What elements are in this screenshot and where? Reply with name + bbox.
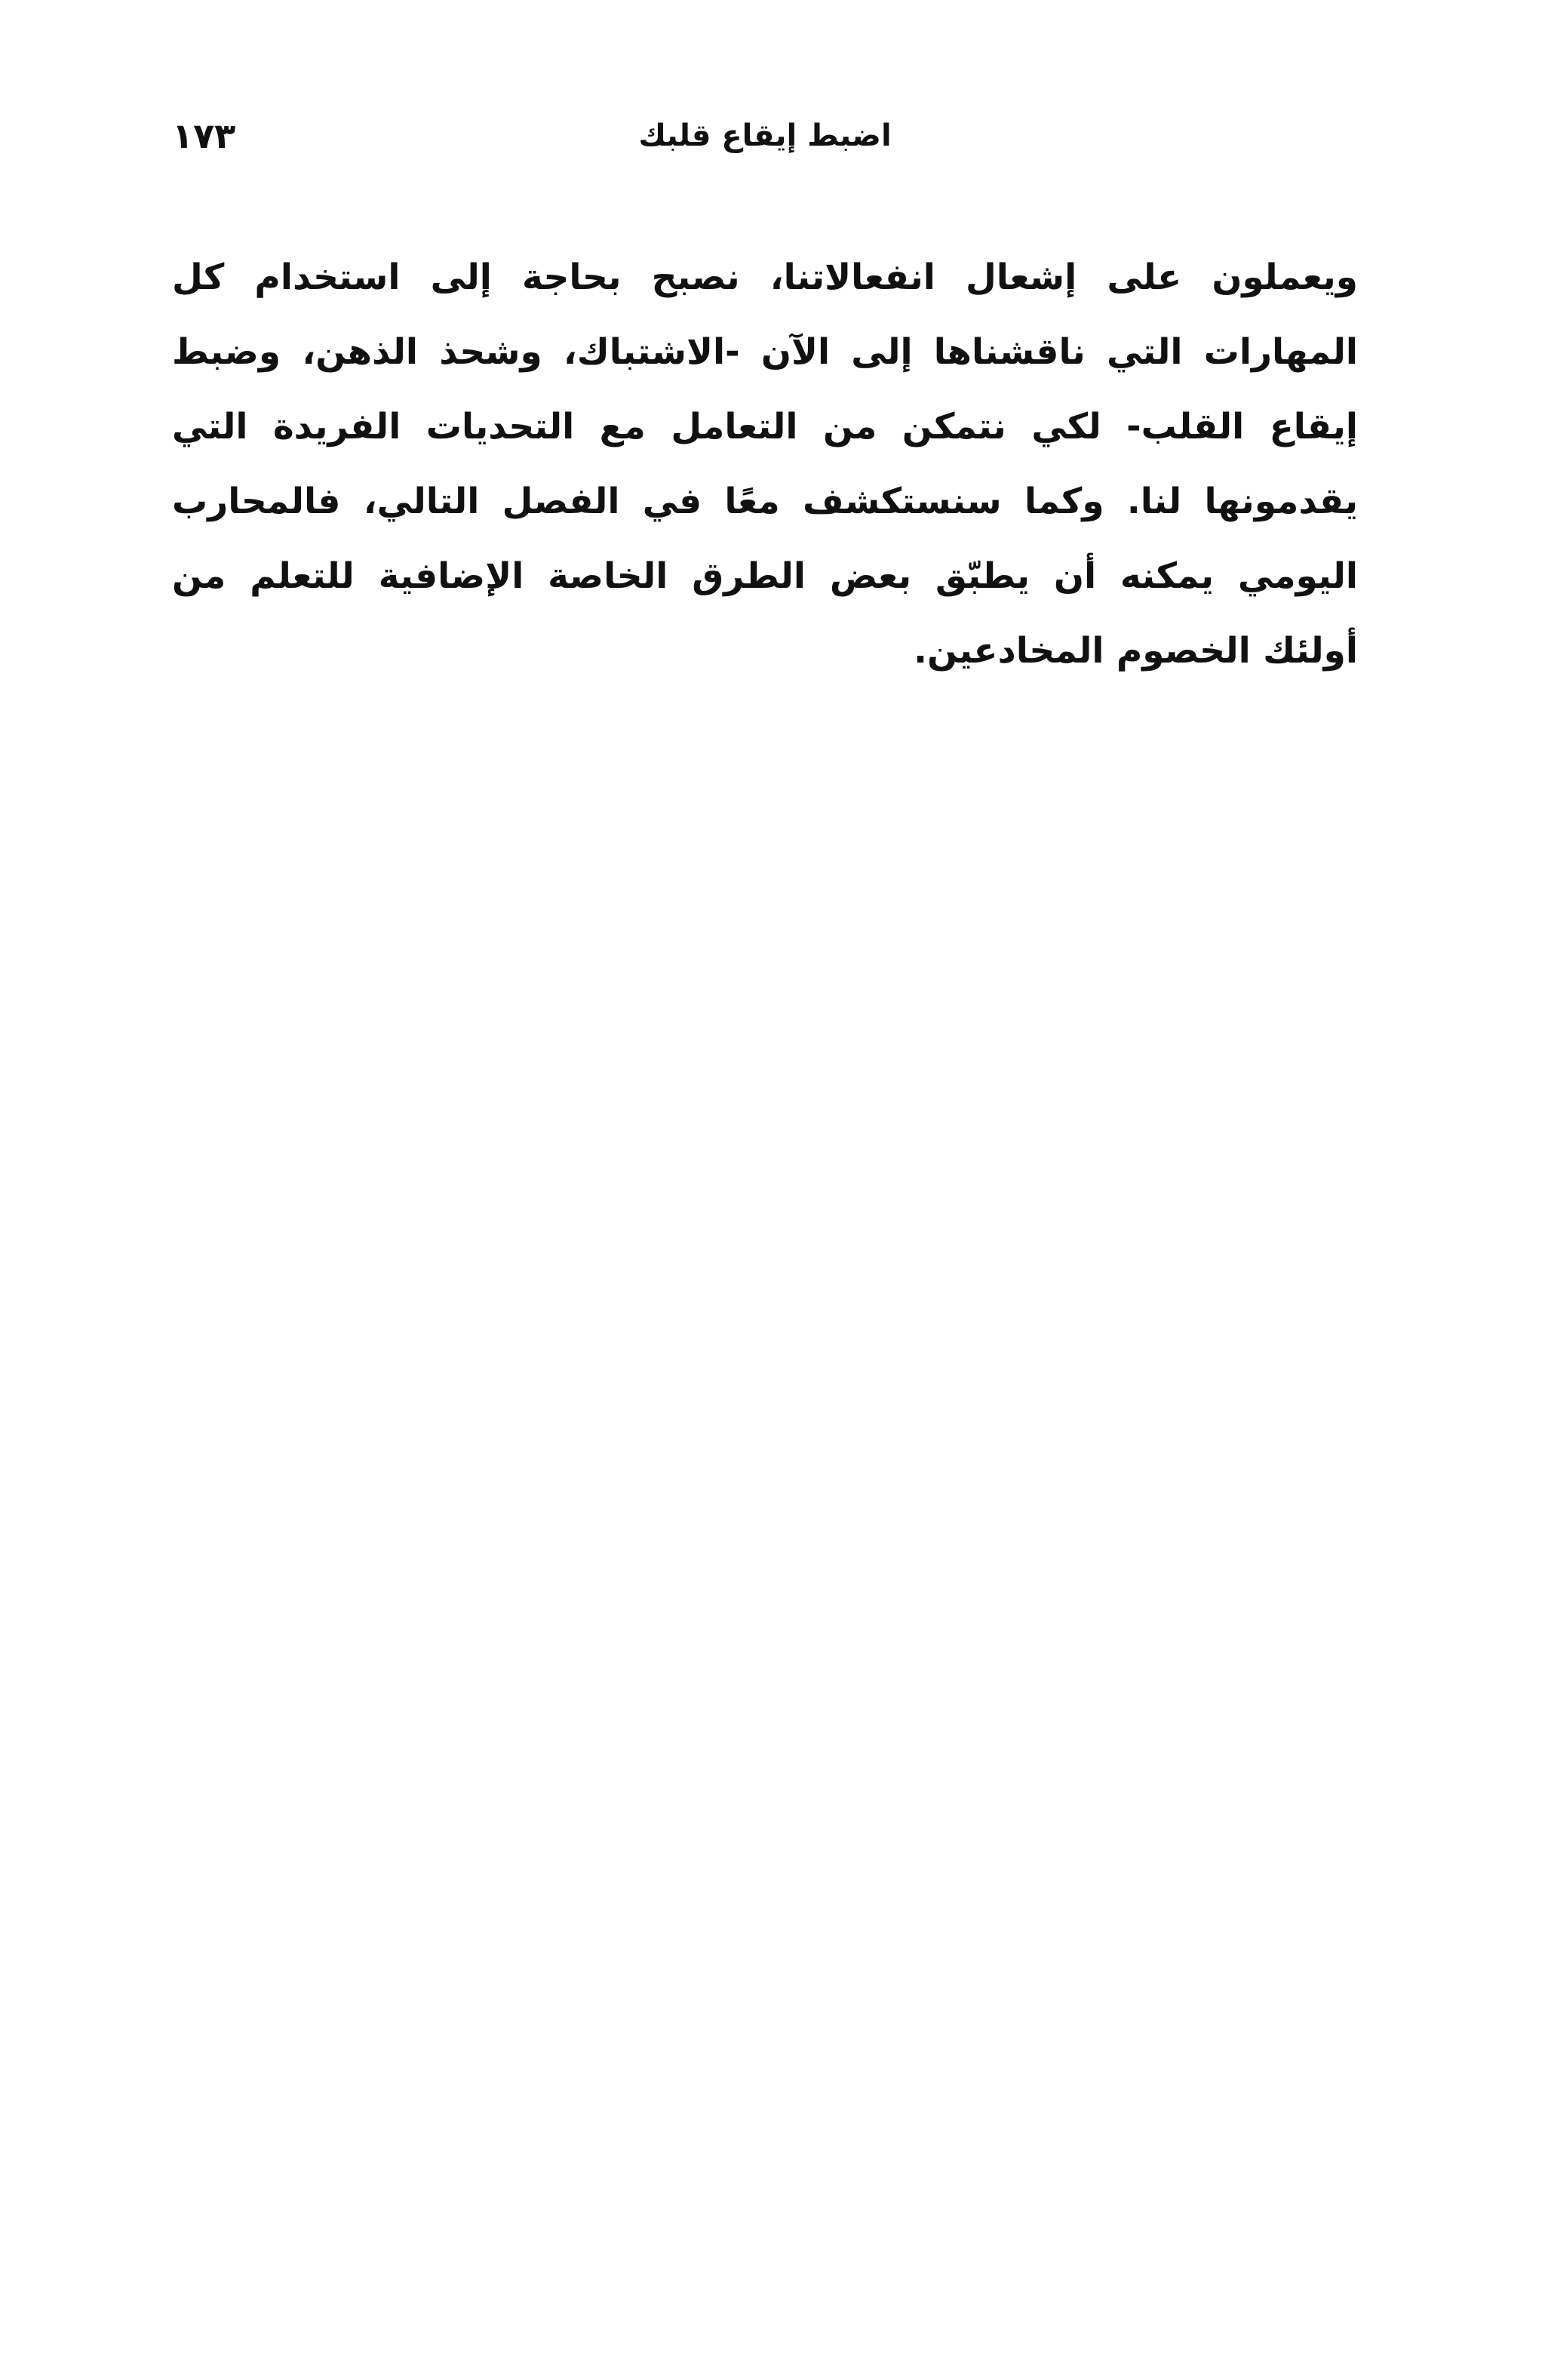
page-number: ١٧٣: [172, 115, 236, 156]
running-title: اضبط إيقاع قلبك: [638, 118, 892, 153]
body-paragraph: ويعملون على إشعال انفعالاتنا، نصبح بحاجة إلى استخدام كل المهارات التي ناقشناها إلى الآن -الاشتباك، وشحذ الذهن، وضبط إيقاع القلب- لكي نتمكن من التعامل مع التحديات الفريدة التي يقدمونها لنا. وكما سنستكشف معًا في الفصل التالي، فالمحارب اليومي يمكنه أن يطبّق بعض الطرق الخاصة الإضافية للتعلم من أولئك الخصوم المخادعين.: [172, 257, 1358, 672]
page-header: [172, 106, 1358, 166]
